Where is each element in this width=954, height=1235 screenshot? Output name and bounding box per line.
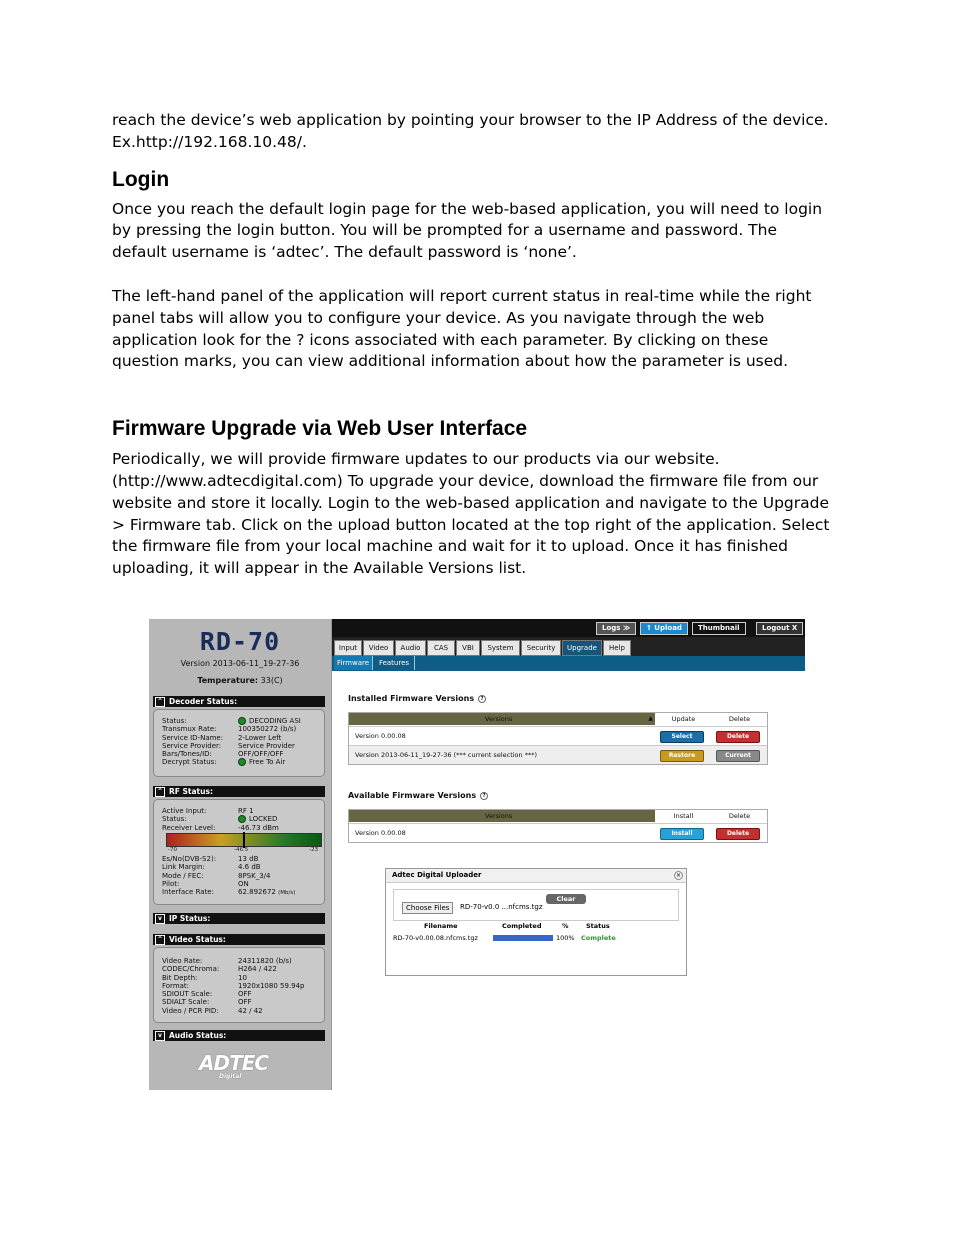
rf-status-header[interactable] — [153, 786, 325, 797]
video-values — [238, 957, 304, 1015]
col-delete: Delete — [712, 713, 767, 725]
status-panel — [149, 619, 332, 1090]
video-keys — [162, 957, 219, 1015]
kv-value: 42 / 42 — [238, 1006, 263, 1015]
tab-security[interactable]: Security — [521, 640, 561, 656]
choose-files-button[interactable]: Choose Files — [402, 902, 453, 914]
chevron-down-icon[interactable]: v — [155, 914, 165, 924]
config-panel — [332, 619, 805, 1090]
chevron-up-icon[interactable]: ^ — [155, 787, 165, 797]
help-icon[interactable]: ? — [480, 792, 488, 800]
audio-status-title: Audio Status: — [169, 1031, 227, 1040]
kv-value: 100350272 (b/s) — [238, 725, 297, 734]
version-cell: Version 0.00.08 — [355, 732, 406, 740]
kv-value: 13 dB — [238, 855, 259, 863]
kv-unit: (Mb/s) — [278, 890, 296, 897]
kv-key: Format: — [162, 981, 190, 990]
col-header: Versions — [485, 812, 513, 820]
select-button[interactable]: Select — [660, 731, 704, 743]
installed-title-text: Installed Firmware Versions — [348, 694, 475, 703]
kv-value: 2-Lower Left — [238, 733, 282, 742]
kv-value: OFF — [238, 990, 252, 999]
uploader-title: Adtec Digital Uploader — [386, 869, 686, 883]
kv-value: -46.73 dBm — [238, 823, 279, 832]
app-screenshot — [149, 619, 805, 1090]
status-led-icon — [238, 758, 246, 766]
tab-cas[interactable]: CAS — [427, 640, 455, 656]
version-label: Version 2013-06-11_19-27-36 — [180, 659, 300, 668]
close-icon[interactable]: × — [675, 872, 682, 879]
tab-audio[interactable]: Audio — [395, 640, 426, 656]
decoder-status-panel — [153, 709, 325, 777]
rf-keys-2 — [162, 855, 216, 896]
kv-value: 1920x1080 59.94p — [238, 981, 305, 990]
kv-key: Bars/Tones/ID: — [162, 750, 212, 759]
kv-key: Service ID-Name: — [162, 733, 224, 742]
available-title-text: Available Firmware Versions — [348, 791, 477, 800]
tick-label: -46.5 — [234, 847, 249, 853]
ip-status-header[interactable] — [153, 913, 325, 924]
tab-video[interactable]: Video — [363, 640, 394, 656]
intro-line: reach the device’s web application by pointing your browser to the IP Address of the device. — [112, 111, 829, 129]
install-button[interactable]: Install — [660, 828, 704, 840]
video-status-header[interactable] — [153, 934, 325, 945]
rf-keys — [162, 807, 215, 832]
kv-value: RF 1 — [238, 807, 254, 815]
decoder-values — [238, 717, 301, 767]
col-status: Status — [586, 922, 610, 930]
upload-filename: RD-70-v0.00.08.nfcms.tgz — [393, 934, 478, 942]
product-logo: RD-70 — [199, 627, 281, 656]
kv-key: Status: — [162, 717, 187, 725]
firmware-text: (http://www.adtecdigital.com) To upgrade your device, download the firmware file from our — [112, 471, 819, 490]
kv-value: 4.6 dB — [238, 863, 261, 872]
col-percent: % — [562, 922, 569, 930]
panel-text: The left-hand panel of the application will report current status in real-time while the right — [112, 286, 812, 305]
decoder-keys — [162, 717, 223, 767]
upload-status: Complete — [581, 934, 616, 942]
login-text: Once you reach the default login page for the web-based application, you will need to login — [112, 199, 823, 218]
tab-help[interactable]: Help — [603, 640, 631, 656]
logout-button[interactable]: Logout X — [756, 622, 803, 635]
restore-button[interactable]: Restore — [660, 750, 704, 762]
intro-line: Ex.http://192.168.10.48/. — [112, 132, 307, 151]
kv-value: 24311820 (b/s) — [238, 957, 292, 965]
kv-key: Status: — [162, 815, 187, 824]
video-status-title: Video Status: — [169, 935, 226, 944]
installed-table — [348, 712, 768, 765]
available-title — [348, 791, 488, 800]
kv-value: DECODING ASI — [249, 717, 301, 725]
firmware-text: the firmware file from your local machine and wait for it to upload. Once it has finished — [112, 537, 788, 556]
login-heading: Login — [112, 167, 170, 191]
temperature — [149, 676, 331, 685]
col-completed: Completed — [502, 922, 542, 930]
decoder-status-title: Decoder Status: — [169, 697, 238, 706]
clear-button[interactable]: Clear — [546, 894, 586, 904]
kv-key: Video / PCR PID: — [162, 1006, 219, 1015]
tick-label: -23 — [309, 847, 318, 853]
kv-key: Mode / FEC: — [162, 871, 204, 880]
upload-percent: 100% — [556, 934, 575, 942]
col-header: Versions — [485, 715, 513, 723]
installed-title — [348, 694, 486, 703]
decoder-status-header[interactable] — [153, 696, 325, 707]
kv-key: SDIALT Scale: — [162, 998, 210, 1007]
upload-progress-bar — [493, 935, 553, 941]
ip-status-title: IP Status: — [169, 914, 211, 923]
logs-button[interactable]: Logs ≫ — [596, 622, 636, 635]
col-filename: Filename — [424, 922, 458, 930]
firmware-text: website and store it locally. Login to the web-based application and navigate to the Upgrade — [112, 493, 830, 512]
kv-key: Video Rate: — [162, 957, 203, 965]
tab-input[interactable]: Input — [334, 640, 362, 656]
tab-vbi[interactable]: VBI — [456, 640, 480, 656]
receiver-level-meter — [166, 833, 322, 847]
panel-text: application look for the ? icons associated with each parameter. By clicking on these — [112, 330, 769, 349]
login-text: by pressing the login button. You will be prompted for a username and password. The — [112, 221, 778, 240]
current-button: Current — [716, 750, 760, 762]
status-led-icon — [238, 717, 246, 725]
kv-key: Active Input: — [162, 807, 207, 815]
kv-key: Bit Depth: — [162, 973, 198, 982]
kv-key: Decrypt Status: — [162, 758, 217, 767]
firmware-heading: Firmware Upgrade via Web User Interface — [112, 417, 528, 441]
table-row — [349, 726, 767, 745]
kv-value: OFF — [238, 998, 252, 1007]
col-install: Install — [656, 810, 711, 822]
temperature-value: 33(C) — [260, 676, 283, 685]
kv-value: 62.892672 — [238, 888, 276, 897]
panel-text: panel tabs will allow you to configure your device. As you navigate through the web — [112, 308, 765, 327]
version-cell: Version 0.00.08 — [355, 829, 406, 837]
col-versions[interactable] — [349, 713, 655, 725]
col-versions — [349, 810, 655, 822]
tick-label: -70 — [168, 847, 177, 853]
kv-value: Free To Air — [249, 758, 286, 767]
rf-values-2 — [238, 855, 295, 897]
table-row — [349, 823, 767, 842]
audio-status-header[interactable] — [153, 1030, 325, 1041]
subtab-firmware[interactable]: Firmware — [334, 656, 373, 670]
sort-up-icon[interactable]: ▲ — [648, 715, 653, 722]
rf-status-title: RF Status: — [169, 787, 213, 796]
kv-value: 10 — [238, 973, 247, 982]
kv-key: CODEC/Chroma: — [162, 965, 220, 974]
firmware-text: Periodically, we will provide firmware updates to our products via our website. — [112, 450, 720, 469]
help-icon[interactable]: ? — [478, 695, 486, 703]
brand-sub: Digital — [219, 1073, 242, 1080]
kv-key: Transmux Rate: — [162, 725, 217, 734]
kv-key: SDIOUT Scale: — [162, 990, 213, 999]
kv-key: Interface Rate: — [162, 888, 214, 897]
subtab-features[interactable]: Features — [374, 656, 415, 670]
col-update: Update — [656, 713, 711, 725]
chevron-up-icon[interactable]: ^ — [155, 697, 165, 707]
kv-value: ON — [238, 879, 249, 888]
delete-button[interactable]: Delete — [716, 731, 760, 743]
top-bar — [332, 619, 805, 637]
rf-values — [238, 807, 279, 832]
temperature-label: Temperature: — [197, 676, 259, 685]
available-table — [348, 809, 768, 843]
selected-file: RD-70-v0.0 ...nfcms.tgz — [460, 903, 543, 911]
adtec-logo — [199, 1051, 269, 1080]
kv-value: OFF/OFF/OFF — [238, 750, 284, 759]
video-status-panel — [153, 947, 325, 1023]
uploader-dialog — [385, 868, 687, 976]
panel-text: question marks, you can view additional information about how the parameter is used. — [112, 352, 789, 371]
kv-key: Receiver Level: — [162, 823, 216, 832]
delete-button[interactable]: Delete — [716, 828, 760, 840]
kv-key: Link Margin: — [162, 863, 205, 872]
level-marker — [243, 832, 245, 848]
version-cell: Version 2013-06-11_19-27-36 (*** current selection ***) — [355, 751, 537, 759]
tab-system[interactable]: System — [481, 640, 520, 656]
col-delete: Delete — [712, 810, 767, 822]
thumbnail-button[interactable]: Thumbnail — [692, 622, 746, 635]
firmware-text: uploading, it will appear in the Available Versions list. — [112, 559, 527, 578]
uploader-file-box — [393, 889, 679, 921]
status-led-icon — [238, 815, 246, 823]
document-body — [112, 110, 847, 580]
chevron-down-icon[interactable]: v — [155, 1031, 165, 1041]
kv-value: LOCKED — [249, 815, 278, 824]
kv-value: 8PSK_3/4 — [238, 871, 271, 880]
firmware-text: > Firmware tab. Click on the upload button located at the top right of the application. Select — [112, 515, 830, 534]
kv-key: Service Provider: — [162, 741, 222, 750]
kv-value: H264 / 422 — [238, 965, 277, 974]
kv-key: Es/No(DVB-S2): — [162, 855, 217, 863]
table-row — [349, 745, 767, 764]
login-text: default username is ‘adtec’. The default password is ‘none’. — [112, 243, 577, 262]
rf-status-panel — [153, 799, 325, 905]
kv-value: Service Provider — [238, 741, 295, 750]
kv-key: Pilot: — [162, 879, 180, 888]
brand-name: ADTEC — [199, 1051, 269, 1075]
tab-upgrade[interactable]: Upgrade — [562, 640, 602, 656]
chevron-up-icon[interactable]: ^ — [155, 935, 165, 945]
upload-button[interactable]: ⇑ Upload — [640, 622, 688, 635]
